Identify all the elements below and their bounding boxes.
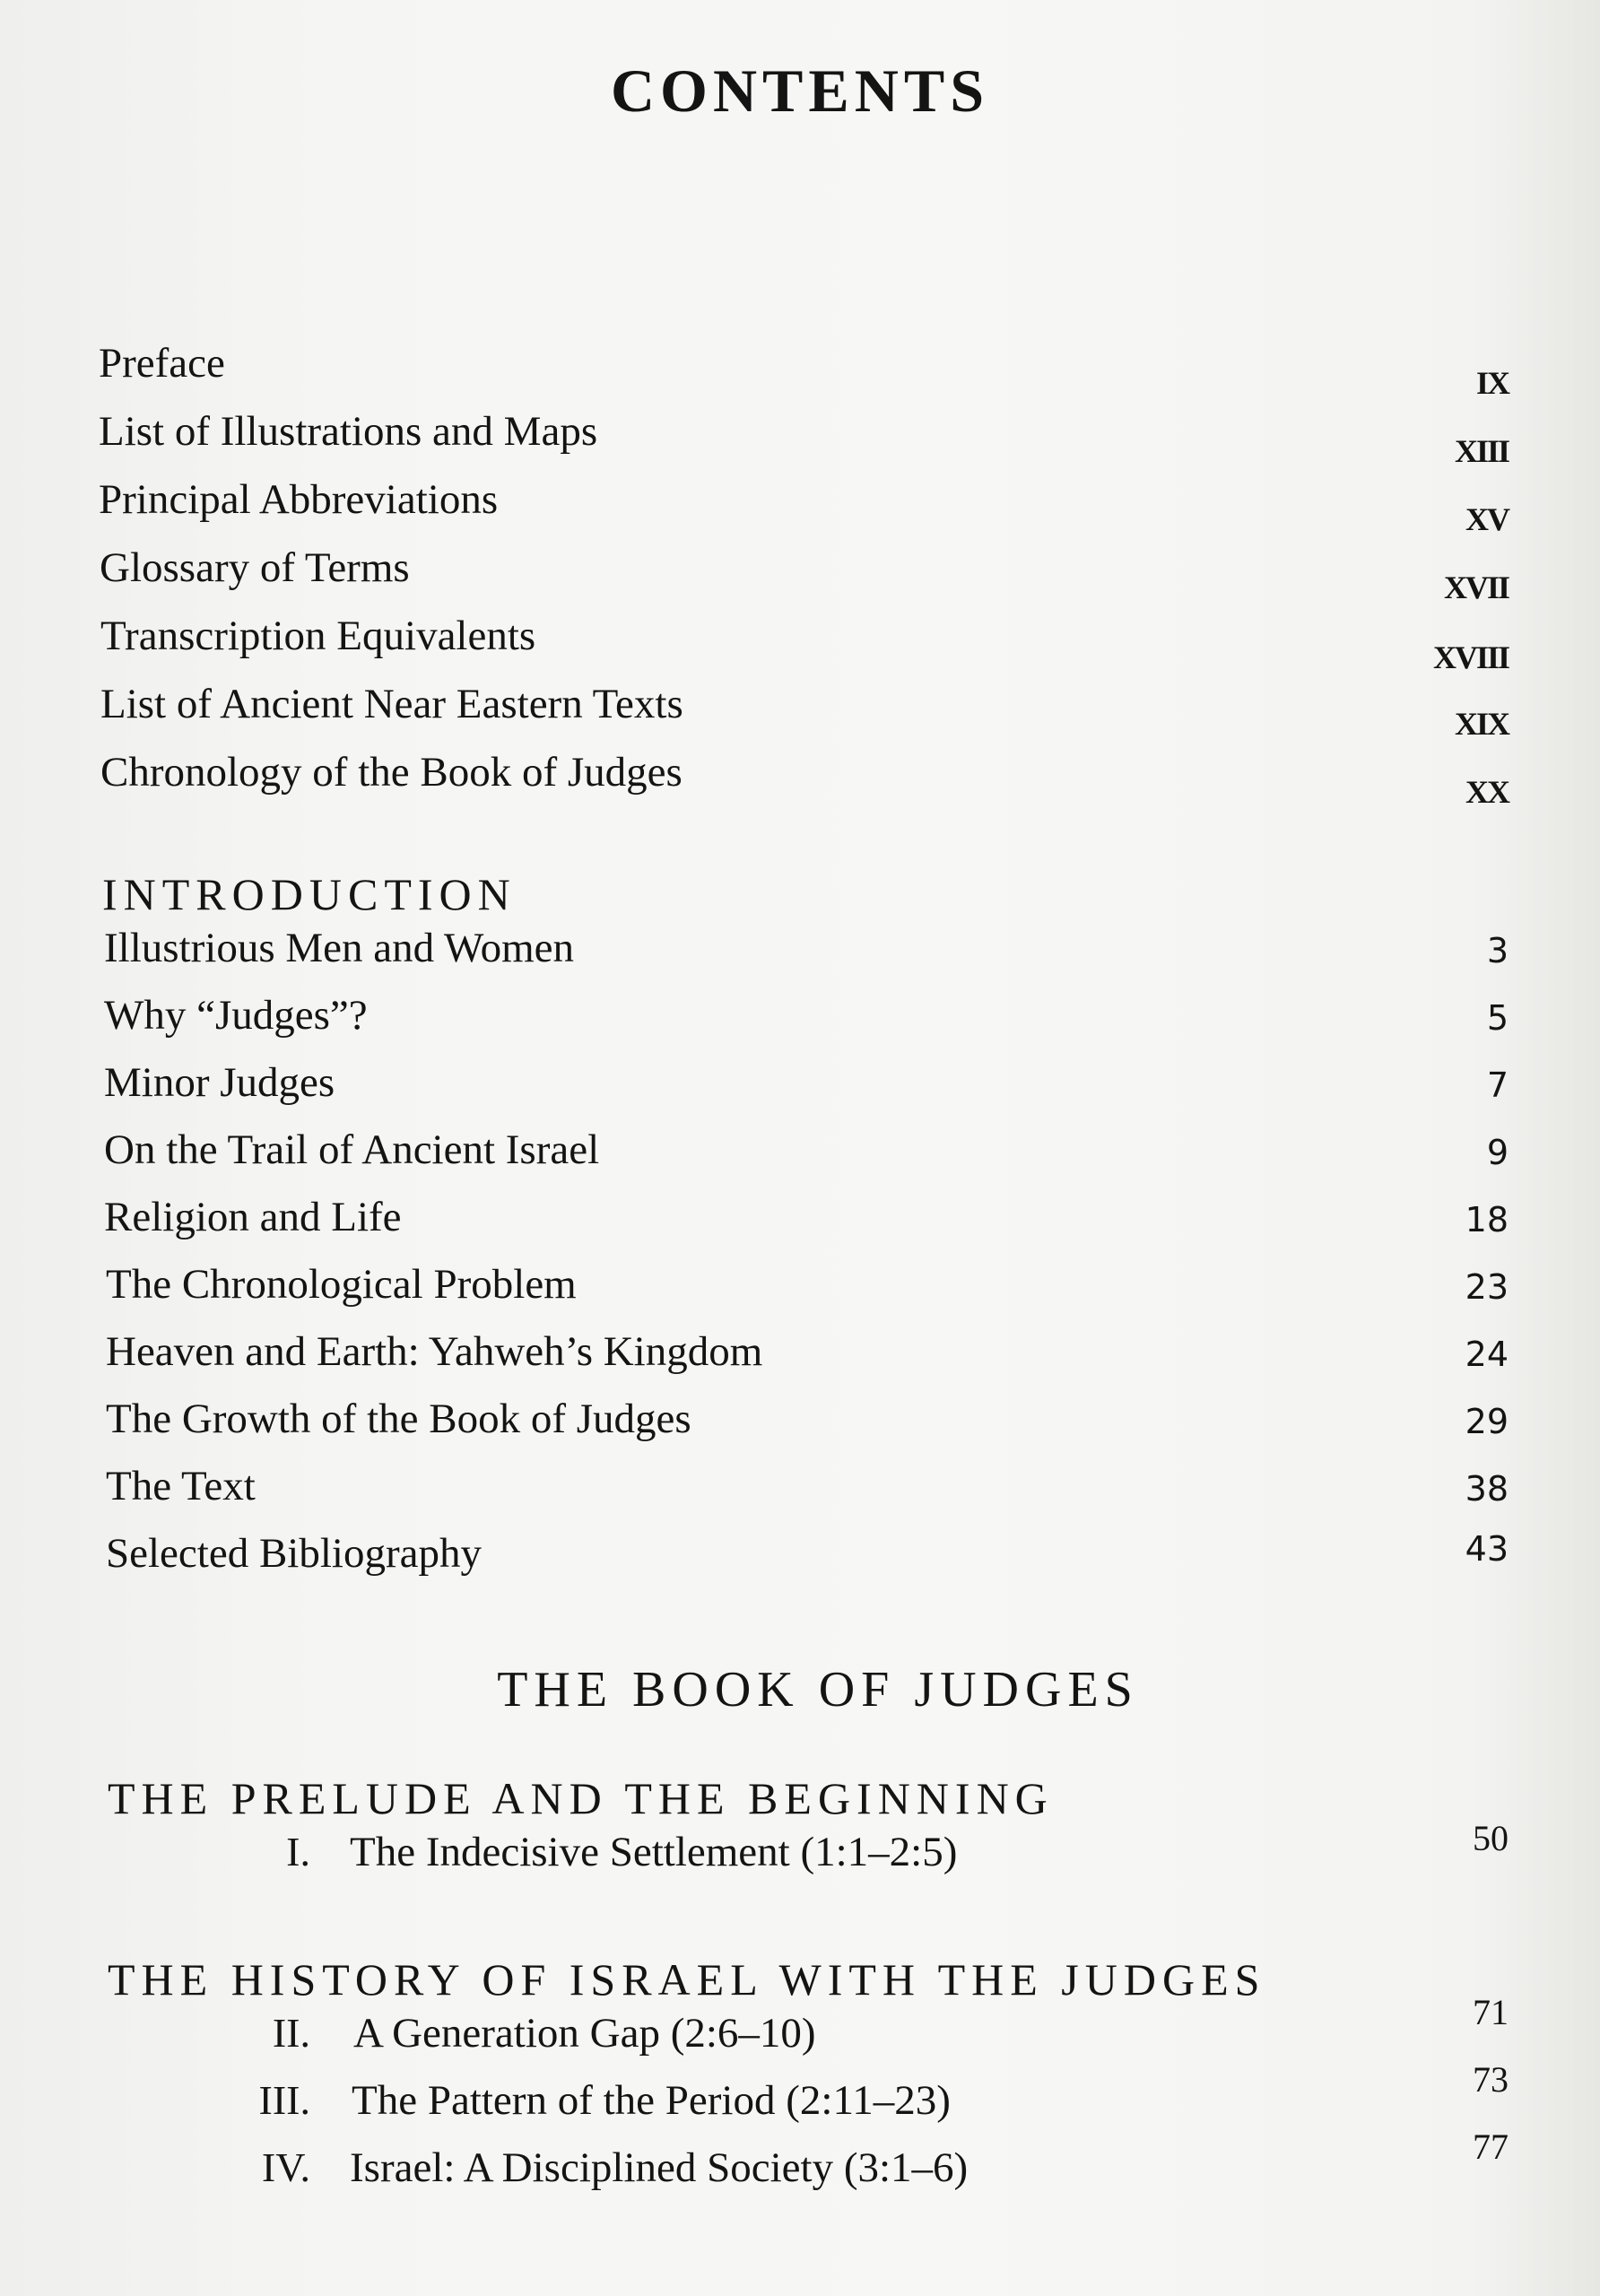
toc-entry-page: 77 xyxy=(1473,2126,1509,2167)
toc-chapter-entry[interactable] xyxy=(0,2059,1600,2130)
toc-entry[interactable] xyxy=(0,339,1600,401)
toc-entry-label: List of Ancient Near Eastern Texts xyxy=(100,681,683,727)
toc-entry-page: 18 xyxy=(1465,1200,1509,1239)
toc-entry-page: 50 xyxy=(1473,1818,1509,1858)
toc-chapter-entry[interactable] xyxy=(0,1818,1600,1882)
toc-entry[interactable] xyxy=(0,680,1600,742)
toc-entry-page: XVIII xyxy=(1432,639,1509,675)
toc-entry-label: Chronology of the Book of Judges xyxy=(100,749,683,796)
toc-entry[interactable] xyxy=(0,544,1600,605)
toc-entry-page: 7 xyxy=(1486,1065,1509,1105)
chapter-numeral: IV. xyxy=(261,2144,310,2190)
toc-entry-label: Transcription Equivalents xyxy=(100,613,536,659)
toc-entry-page: 5 xyxy=(1486,998,1509,1038)
toc-entry[interactable] xyxy=(0,612,1600,675)
toc-entry-label: Minor Judges xyxy=(104,1059,335,1106)
toc-entry-label: Selected Bibliography xyxy=(106,1530,482,1577)
toc-entry-label: Principal Abbreviations xyxy=(99,476,499,523)
toc-entry[interactable] xyxy=(0,991,1600,1045)
toc-entry-label: Heaven and Earth: Yahweh’s Kingdom xyxy=(106,1328,763,1375)
toc-entry-label: On the Trail of Ancient Israel xyxy=(104,1126,600,1173)
toc-entry[interactable] xyxy=(0,1529,1600,1583)
toc-entry-label: The Indecisive Settlement (1:1–2:5) xyxy=(350,1829,958,1875)
toc-entry-page: 24 xyxy=(1465,1335,1509,1374)
chapter-numeral: III. xyxy=(258,2077,310,2123)
toc-entry-page: 23 xyxy=(1465,1267,1509,1307)
toc-entry-page: 9 xyxy=(1486,1133,1509,1172)
toc-entry-page: IX xyxy=(1475,365,1509,401)
toc-entry-label: Why “Judges”? xyxy=(104,992,368,1039)
toc-entry-page: XV xyxy=(1465,501,1509,537)
toc-entry-label: Israel: A Disciplined Society (3:1–6) xyxy=(350,2144,969,2191)
toc-entry-label: A Generation Gap (2:6–10) xyxy=(353,2010,816,2057)
toc-entry-page: XVII xyxy=(1443,570,1509,605)
toc-entry[interactable] xyxy=(0,1462,1600,1516)
toc-entry-page: 71 xyxy=(1473,1992,1509,2032)
toc-entry-page: XX xyxy=(1465,774,1509,810)
toc-entry-label: Preface xyxy=(99,340,225,387)
toc-entry-page: 43 xyxy=(1465,1529,1509,1569)
toc-entry-label: The Chronological Problem xyxy=(106,1261,577,1308)
toc-entry-label: The Text xyxy=(106,1463,256,1509)
toc-entry[interactable] xyxy=(0,1260,1600,1314)
toc-entry[interactable] xyxy=(0,1193,1600,1247)
toc-entry[interactable] xyxy=(0,1395,1600,1448)
toc-entry-label: The Growth of the Book of Judges xyxy=(106,1396,691,1442)
section-heading-prelude: THE PRELUDE AND THE BEGINNING xyxy=(108,1773,1054,1823)
chapter-numeral: I. xyxy=(286,1829,310,1874)
toc-chapter-entry[interactable] xyxy=(0,2126,1600,2197)
toc-entry-label: Illustrious Men and Women xyxy=(104,925,575,971)
toc-entry-page: 73 xyxy=(1473,2059,1509,2100)
toc-entry-page: 3 xyxy=(1486,931,1509,970)
toc-entry-label: Glossary of Terms xyxy=(100,544,410,591)
chapter-numeral: II. xyxy=(272,2010,310,2056)
toc-entry[interactable] xyxy=(0,407,1600,469)
toc-chapter-entry[interactable] xyxy=(0,1992,1600,2063)
toc-entry-label: List of Illustrations and Maps xyxy=(99,408,598,455)
page-title: CONTENTS xyxy=(610,57,990,125)
toc-entry-page: 29 xyxy=(1465,1402,1509,1441)
toc-entry[interactable] xyxy=(0,748,1600,810)
toc-entry-label: The Pattern of the Period (2:11–23) xyxy=(352,2077,951,2124)
toc-entry-label: Religion and Life xyxy=(104,1194,402,1240)
part-title-book-of-judges: THE BOOK OF JUDGES xyxy=(497,1662,1139,1718)
toc-entry[interactable] xyxy=(0,475,1600,537)
toc-entry-page: XIX xyxy=(1454,706,1509,742)
toc-entry[interactable] xyxy=(0,1058,1600,1112)
section-heading-introduction: INTRODUCTION xyxy=(102,869,517,919)
toc-entry-page: XIII xyxy=(1454,433,1509,469)
toc-entry[interactable] xyxy=(0,924,1600,978)
toc-entry[interactable] xyxy=(0,1327,1600,1381)
toc-entry[interactable] xyxy=(0,1126,1600,1179)
toc-entry-page: 38 xyxy=(1465,1469,1509,1509)
section-heading-history: THE HISTORY OF ISRAEL WITH THE JUDGES xyxy=(108,1954,1266,2005)
